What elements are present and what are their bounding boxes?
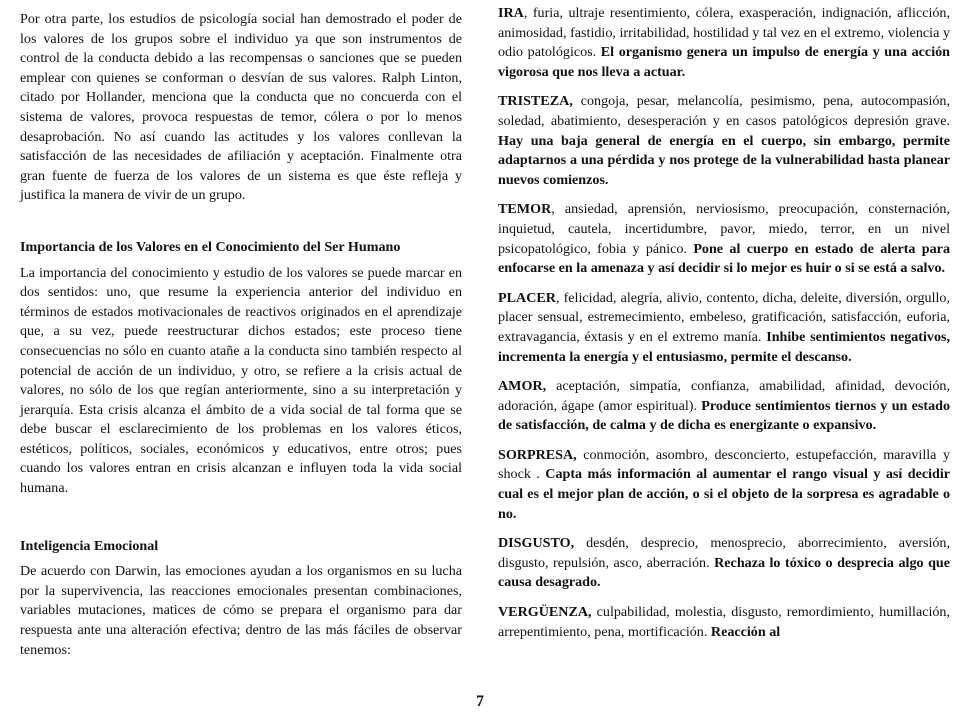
emotion-term: PLACER: [498, 289, 556, 306]
emotion-term: TEMOR: [498, 201, 552, 218]
emotion-effect: El organismo genera un impulso de energía y una acción vigorosa que nos lleva a actuar.: [498, 44, 950, 80]
emotion-term: VERGÜENZA,: [498, 604, 592, 621]
emotion-synonyms: desdén, desprecio, menosprecio, aborrecimiento, aversión, disgusto, repulsión, asco, aberración.: [498, 535, 950, 571]
emotion-entry-sorpresa: [498, 446, 950, 524]
emotion-synonyms: , felicidad, alegría, alivio, contento, dicha, deleite, diversión, orgullo, placer sensual, estremecimiento, embeleso, gratificación, satisfacción, euforia, extravagancia, éxtasis y en el extremo manía.: [498, 289, 950, 345]
emotion-synonyms: , ansiedad, aprensión, nerviosismo, preocupación, consternación, inquietud, cautela, incertidumbre, pavor, miedo, terror, en un nivel psicopatológico, fobia y pánico.: [498, 201, 950, 257]
emotion-synonyms: , furia, ultraje resentimiento, cólera, exasperación, indignación, aflicción, animosidad, fastidio, irritabilidad, hostilidad y tal vez en el extremo, violencia y odio patológicos.: [498, 5, 950, 61]
emotion-entry-placer: [498, 289, 950, 367]
left-column: [20, 0, 462, 660]
emotion-effect: Inhibe sentimientos negativos, incrementa la energía y el entusiasmo, permite el descanso.: [498, 328, 951, 365]
emotion-entry-amor: [498, 377, 950, 436]
emotion-term: IRA: [498, 5, 524, 21]
emotional-paragraph: De acuerdo con Darwin, las emociones ayudan a los organismos en su lucha por la supervivencia, las reacciones emocionales presentan combinaciones, variables mutaciones, matices de cómo se prepara el organismo para dar respuesta ante una alteración efectiva; dentro de las más fáciles de observar tenemos:: [20, 563, 462, 658]
emotion-effect: Pone al cuerpo en estado de alerta para enfocarse en la amenaza y así decidir si lo mejor es huir o si se está a salvo.: [498, 240, 950, 277]
emotion-effect: Produce sentimientos tiernos y un estado de satisfacción, de calma y de dicha es energizante o expansivo.: [498, 397, 950, 434]
intro-paragraph: Por otra parte, los estudios de psicología social han demostrado el poder de los valores de los grupos sobre el individuo ya que son instrumentos de control de la conducta debido a las recompensas o sanciones que se pueden emplear con quienes se conforman o desvían de sus valores. Ralph Linton, citado por Hollander, menciona que la conducta que no concuerda con el sistema de valores, provoca respuestas de temor, cólera o por lo menos desaprobación. No así cuando las actitudes y los valores conllevan la satisfacción de las necesidades de afiliación y aceptación. Finalmente otra gran fuente de fuerza de los valores de un sistema es que éste refleja y justifica la manera de vivir de un grupo.: [20, 11, 462, 204]
emotion-entry-disgusto: [498, 534, 950, 593]
right-column: [498, 4, 950, 652]
emotion-entry-ira: [498, 4, 950, 82]
heading-emotional-intelligence: Inteligencia Emocional: [20, 537, 159, 554]
emotion-term: SORPRESA,: [498, 446, 577, 463]
emotion-effect: Capta más información al aumentar el rango visual y así decidir cual es el mejor plan de acción, o si el objeto de la sorpresa es agradable o no.: [498, 466, 951, 522]
emotion-synonyms: conmoción, asombro, desconcierto, estupefacción, maravilla y shock .: [498, 446, 950, 483]
page-number: 7: [476, 693, 484, 710]
emotion-entry-verguenza: [498, 603, 950, 642]
importance-paragraph: La importancia del conocimiento y estudio de los valores se puede marcar en dos sentidos: uno, que resume la experiencia anterior del individuo en términos de estados motivacionales de reactivos originados en el aprendizaje que, a su vez, puede reestructurar dichos estados; este proceso tiene consecuencias no sólo en cuanto atañe a la conducta sino también respecto al potencial de acción de un individuo, y otro, se refiere a la crisis actual de valores, no sólo de los que regían anteriormente, sino a su interpretación y jerarquía. Esta crisis alcanza el ámbito de a vida social de tal forma que se debe buscar el esclarecimiento de los problemas en los valores éticos, estéticos, políticos, sociales, económicos y educativos, entre otros; pues cuando los valores entran en crisis alcanzan e influyen toda la vida social humana.: [20, 264, 462, 497]
emotion-effect: Hay una baja general de energía en el cuerpo, sin embargo, permite adaptarnos a una pérdida y nos protege de la vulnerabilidad hasta planear nuevos comienzos.: [498, 132, 950, 188]
emotion-synonyms: aceptación, simpatía, confianza, amabilidad, afinidad, devoción, adoración, ágape (amor espiritual).: [498, 378, 950, 414]
emotion-synonyms: congoja, pesar, melancolía, pesimismo, pena, autocompasión, soledad, abatimiento, desesperación y en casos patológicos depresión grave.: [498, 93, 950, 129]
emotion-term: TRISTEZA,: [498, 93, 573, 110]
emotion-entry-tristeza: [498, 92, 950, 190]
emotion-term: AMOR,: [498, 378, 547, 395]
emotion-effect: Reacción al: [710, 623, 781, 640]
emotion-entry-temor: [498, 200, 950, 278]
heading-importance: Importancia de los Valores en el Conocimiento del Ser Humano: [20, 238, 401, 255]
emotion-effect: Rechaza lo tóxico o desprecia algo que causa desagrado.: [498, 554, 950, 591]
emotion-synonyms: culpabilidad, molestia, disgusto, remordimiento, humillación, arrepentimiento, pena, mortificación.: [498, 604, 950, 640]
emotion-term: DISGUSTO,: [498, 535, 575, 552]
